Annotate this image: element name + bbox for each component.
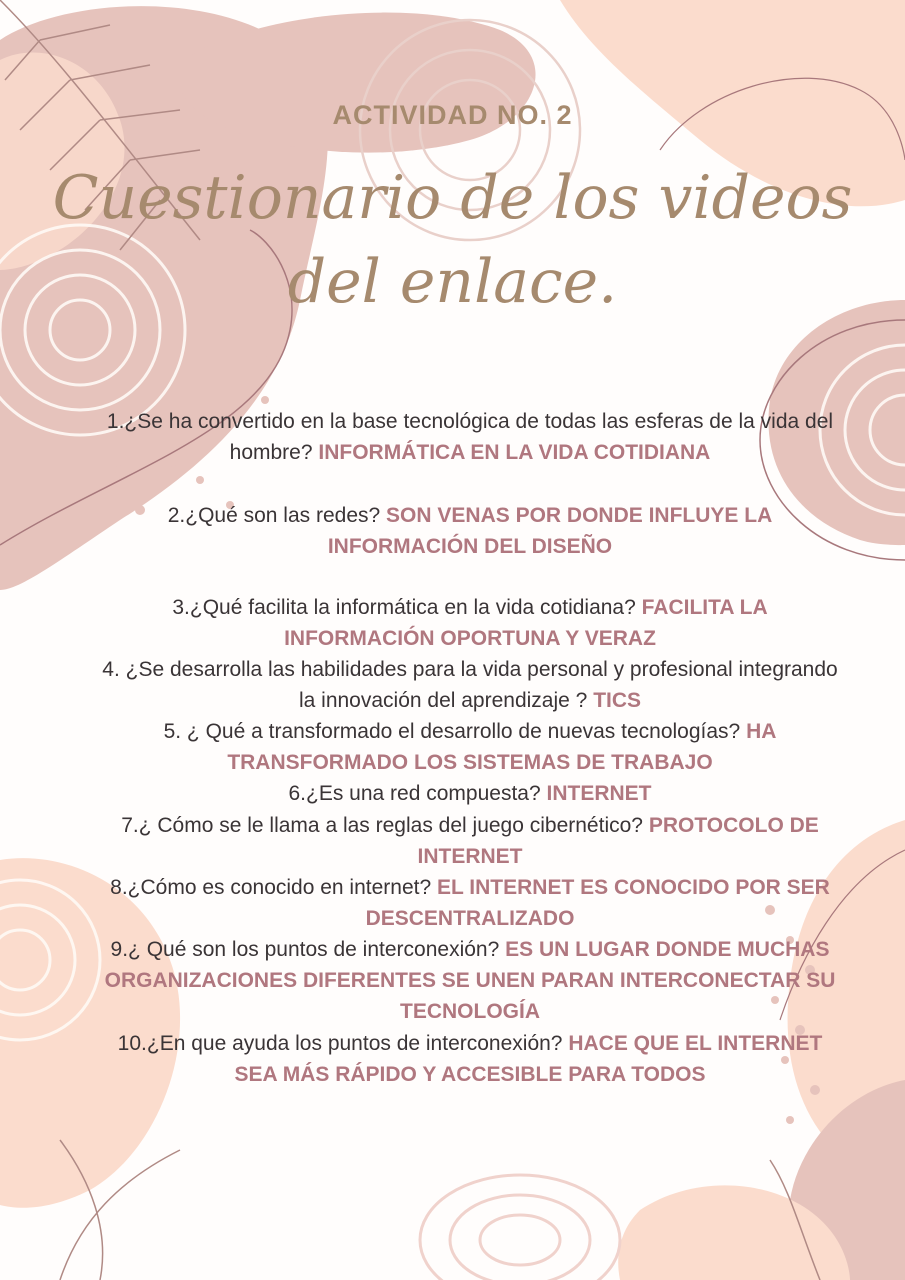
question-text: 9.¿ Qué son los puntos de interconexión? (110, 938, 500, 961)
answer-text: INFORMÁTICA EN LA VIDA COTIDIANA (318, 441, 711, 464)
question-text: 1.¿Se ha convertido en la base tecnológica de todas las esferas de la vida del hombre? (106, 410, 834, 464)
answer-text: PROTOCOLO DE INTERNET (417, 814, 819, 868)
answer-text: ES UN LUGAR DONDE MUCHAS ORGANIZACIONES DIFERENTES SE UNEN PARAN INTERCONECTAR SU TECNOLOGÍA (104, 938, 836, 1023)
question-text: 5. ¿ Qué a transformado el desarrollo de nuevas tecnologías? (163, 720, 741, 743)
answer-text: TICS (593, 689, 642, 712)
question-item-9 (100, 934, 840, 1027)
answer-text: EL INTERNET ES CONOCIDO POR SER DESCENTRALIZADO (365, 876, 830, 930)
question-text: 10.¿En que ayuda los puntos de interconexión? (117, 1032, 563, 1055)
question-item-5 (100, 716, 840, 778)
page-title-line-1: Cuestionario de los videos (52, 163, 853, 233)
question-item-7 (100, 810, 840, 872)
question-text: 3.¿Qué facilita la informática en la vida cotidiana? (172, 596, 636, 619)
question-item-6 (100, 778, 840, 809)
question-item-8 (100, 872, 840, 934)
activity-label: ACTIVIDAD NO. 2 (332, 100, 573, 130)
question-text: 6.¿Es una red compuesta? (288, 782, 541, 805)
question-text: 4. ¿Se desarrolla las habilidades para la vida personal y profesional integrando la innovación del aprendizaje ? (102, 658, 838, 712)
question-text: 8.¿Cómo es conocido en internet? (110, 876, 432, 899)
answer-text: HACE QUE EL INTERNET SEA MÁS RÁPIDO Y ACCESIBLE PARA TODOS (234, 1032, 823, 1086)
answer-text: SON VENAS POR DONDE INFLUYE LA INFORMACIÓN DEL DISEÑO (327, 504, 773, 558)
question-item-10 (100, 1028, 840, 1090)
question-text: 7.¿ Cómo se le llama a las reglas del juego cibernético? (121, 814, 643, 837)
answer-text: HA TRANSFORMADO LOS SISTEMAS DE TRABAJO (227, 720, 777, 774)
question-item-4 (100, 654, 840, 716)
answer-text: INTERNET (546, 782, 652, 805)
answer-text: FACILITA LA INFORMACIÓN OPORTUNA Y VERAZ (284, 596, 768, 650)
question-text: 2.¿Qué son las redes? (167, 504, 381, 527)
page-title-line-2: del enlace. (287, 247, 618, 317)
question-item-1 (100, 406, 840, 468)
question-item-2 (100, 500, 840, 562)
question-item-3 (100, 592, 840, 654)
